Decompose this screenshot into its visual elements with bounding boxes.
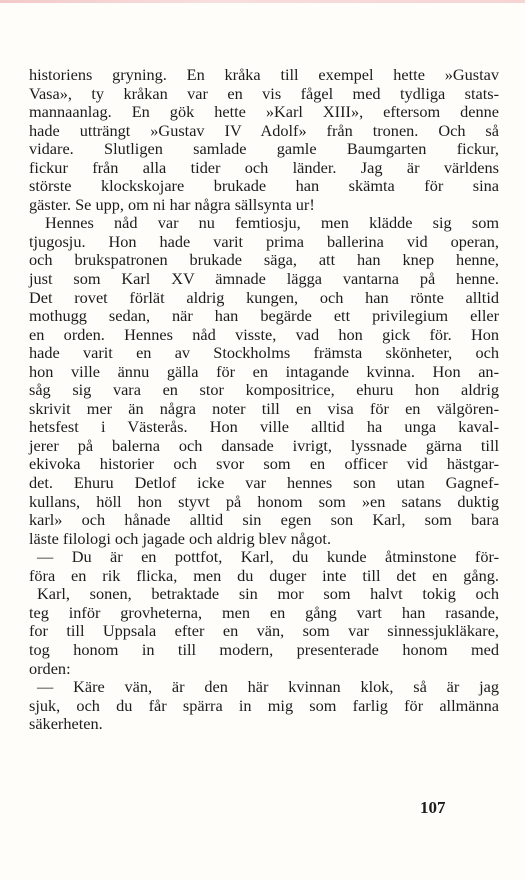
- text-line: gäster. Se upp, om ni har några sällsynta ur!: [29, 194, 315, 214]
- page-number: 107: [420, 798, 446, 817]
- text-line: hon ville ännu gälla för en intagande kvinna. Hon an-: [29, 361, 499, 381]
- text-line: teg inför grovheterna, men en gång vart han rasande,: [29, 602, 499, 622]
- text-line: orden:: [29, 658, 71, 678]
- text-line: hade utträngt »Gustav IV Adolf» från tronen. Och så: [29, 120, 499, 140]
- text-line: det. Ehuru Detlof icke var hennes son utan Gagnef-: [29, 473, 499, 493]
- text-line: tog honom in till modern, presenterade honom med: [29, 639, 499, 659]
- text-line: hade varit en av Stockholms främsta skönheter, och: [29, 343, 499, 363]
- text-line: en orden. Hennes nåd visste, vad hon gick för. Hon: [29, 324, 499, 344]
- body-text: [29, 66, 499, 734]
- text-line: karl» och hånade alltid sin egen son Karl, som bara: [29, 510, 499, 530]
- text-line: fickur från alla tider och länder. Jag är världens: [29, 157, 499, 177]
- text-line: Det rovet förlät aldrig kungen, och han rönte alltid: [29, 287, 499, 307]
- text-line: Hennes nåd var nu femtiosju, men klädde sig som: [45, 213, 499, 233]
- text-line: skrivit mer än några noter till en visa för en välgören-: [29, 398, 499, 418]
- text-line: störste klockskojare brukade han skämta för sina: [29, 176, 499, 196]
- text-line: läste filologi och jagade och aldrig blev något.: [29, 528, 332, 548]
- text-line: Vasa», ty kråkan var en vis fågel med tydliga stats-: [29, 83, 499, 103]
- text-line: kullans, höll hon styvt på honom som »en satans duktig: [29, 491, 499, 511]
- text-line: hetsfest i Västerås. Hon ville alltid ha unga kaval-: [29, 417, 499, 437]
- text-line: föra en rik flicka, men du duger inte till det en gång.: [29, 565, 499, 585]
- text-line: historiens gryning. En kråka till exempel hette »Gustav: [29, 65, 499, 84]
- text-line: — Käre vän, är den här kvinnan klok, så är jag: [37, 677, 499, 697]
- text-line: säkerheten.: [29, 714, 103, 734]
- text-line: for till Uppsala efter en vän, som var sinnessjukläkare,: [29, 621, 499, 641]
- text-line: tjugosju. Hon hade varit prima ballerina vid operan,: [29, 231, 499, 251]
- text-line: sjuk, och du får spärra in mig som farlig för allmänna: [29, 695, 499, 715]
- text-line: ekivoka historier och svor som en officer vid hästgar-: [29, 454, 499, 474]
- text-line: mothugg sedan, när han begärde ett privilegium eller: [29, 306, 499, 326]
- page-top-edge: [0, 0, 525, 3]
- text-line: såg sig vara en stor kompositrice, ehuru hon aldrig: [29, 380, 499, 400]
- text-line: jerer på balerna och dansade ivrigt, lyssnade gärna till: [29, 435, 499, 455]
- text-line: — Du är en pottfot, Karl, du kunde åtminstone för-: [37, 547, 499, 567]
- text-line: mannaanlag. En gök hette »Karl XIII», eftersom denne: [29, 102, 499, 122]
- text-line: vidare. Slutligen samlade gamle Baumgarten fickur,: [29, 139, 499, 159]
- text-line: just som Karl XV ämnade lägga vantarna på henne.: [29, 269, 499, 289]
- text-line: Karl, sonen, betraktade sin mor som halvt tokig och: [37, 584, 499, 604]
- text-line: och brukspatronen brukade säga, att han knep henne,: [29, 250, 499, 270]
